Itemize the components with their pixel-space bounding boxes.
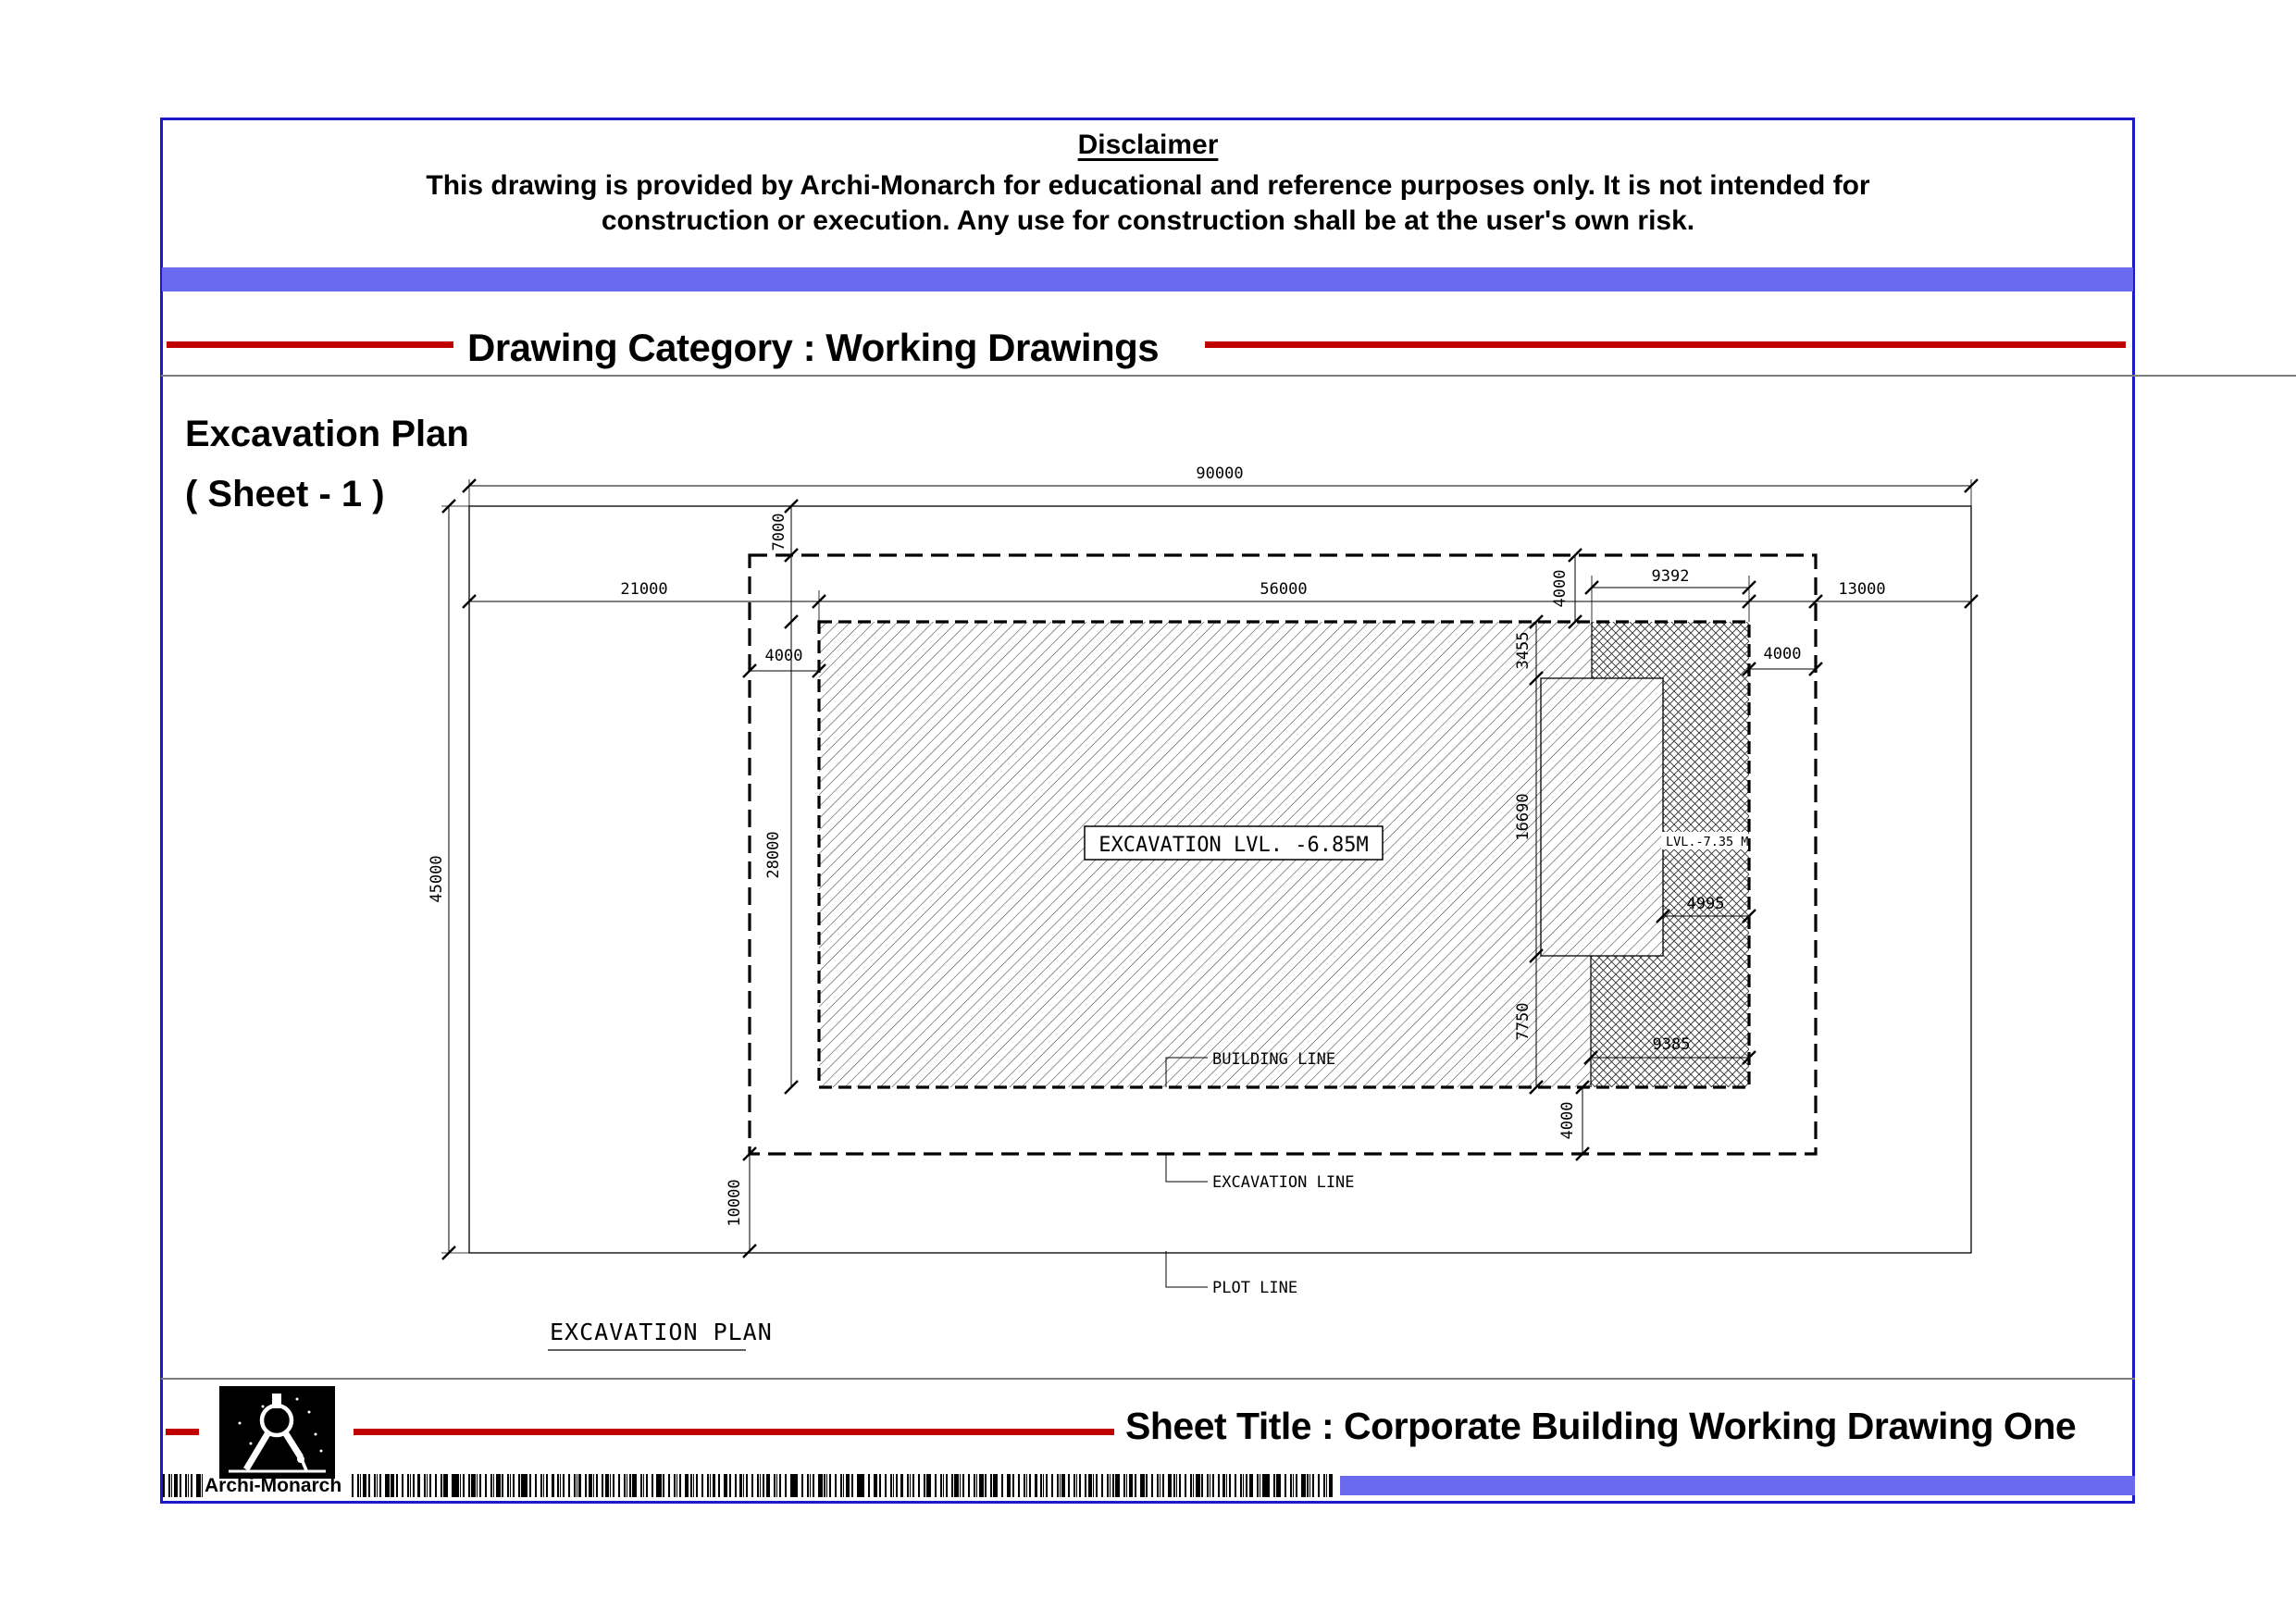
dim-top-band-label: 9392 bbox=[1651, 567, 1690, 586]
footer-accent-bar bbox=[1340, 1476, 2135, 1495]
footer-divider bbox=[161, 1378, 2135, 1380]
dim-margin-bottom-label: 4000 bbox=[1558, 1101, 1577, 1140]
dim-building-height-label: 28000 bbox=[764, 831, 783, 879]
excavation-level-label: EXCAVATION LVL. -6.85M bbox=[1098, 834, 1369, 857]
drawing-title: EXCAVATION PLAN bbox=[550, 1319, 773, 1345]
dim-margin-top-left-label: 4000 bbox=[764, 647, 803, 665]
dim-building-width-label: 56000 bbox=[1260, 580, 1308, 599]
footer-rule-left bbox=[166, 1429, 199, 1435]
plan-heading-title: Excavation Plan bbox=[185, 414, 469, 454]
dim-bottom-band-label: 9385 bbox=[1652, 1035, 1691, 1054]
disclaimer-title: Disclaimer bbox=[1077, 130, 1219, 160]
plot-line-label: PLOT LINE bbox=[1212, 1279, 1298, 1297]
dim-offset-left-label: 21000 bbox=[620, 580, 668, 599]
secondary-level-label: LVL.-7.35 M bbox=[1666, 835, 1749, 849]
disclaimer-line-1: This drawing is provided by Archi-Monarch for educational and reference purposes only. It is not intended for bbox=[426, 170, 1870, 201]
brand-logo bbox=[219, 1386, 335, 1479]
dim-margin-right-label: 4000 bbox=[1763, 645, 1802, 663]
category-title: Drawing Category : Working Drawings bbox=[467, 326, 1160, 369]
plan-heading-subtitle: ( Sheet - 1 ) bbox=[185, 474, 385, 514]
footer-rule-right bbox=[354, 1429, 1114, 1435]
building-line-label: BUILDING LINE bbox=[1212, 1050, 1336, 1069]
dim-plot-height-label: 45000 bbox=[428, 855, 446, 903]
barcode-left-icon bbox=[163, 1474, 203, 1497]
dim-offset-bottom-label: 10000 bbox=[726, 1179, 744, 1227]
dim-offset-right-label: 13000 bbox=[1838, 580, 1886, 599]
dim-below-notch-label: 7750 bbox=[1514, 1002, 1533, 1041]
barcode-icon bbox=[352, 1474, 1333, 1497]
dim-mid-band-label: 4995 bbox=[1686, 895, 1725, 913]
dim-notch-top-label: 3455 bbox=[1514, 631, 1533, 670]
disclaimer-line-2: construction or execution. Any use for construction shall be at the user's own risk. bbox=[601, 205, 1695, 236]
dim-plot-width-label: 90000 bbox=[1196, 465, 1244, 483]
excavation-line-label: EXCAVATION LINE bbox=[1212, 1173, 1355, 1192]
brand-name: Archi-Monarch bbox=[205, 1475, 342, 1496]
dim-margin-top-right-label: 4000 bbox=[1551, 569, 1570, 608]
compass-icon bbox=[219, 1386, 335, 1479]
sheet-title: Sheet Title : Corporate Building Working Drawing One bbox=[1125, 1405, 2077, 1447]
dim-offset-top-label: 7000 bbox=[770, 513, 788, 551]
dim-notch-height-label: 16690 bbox=[1514, 793, 1533, 841]
